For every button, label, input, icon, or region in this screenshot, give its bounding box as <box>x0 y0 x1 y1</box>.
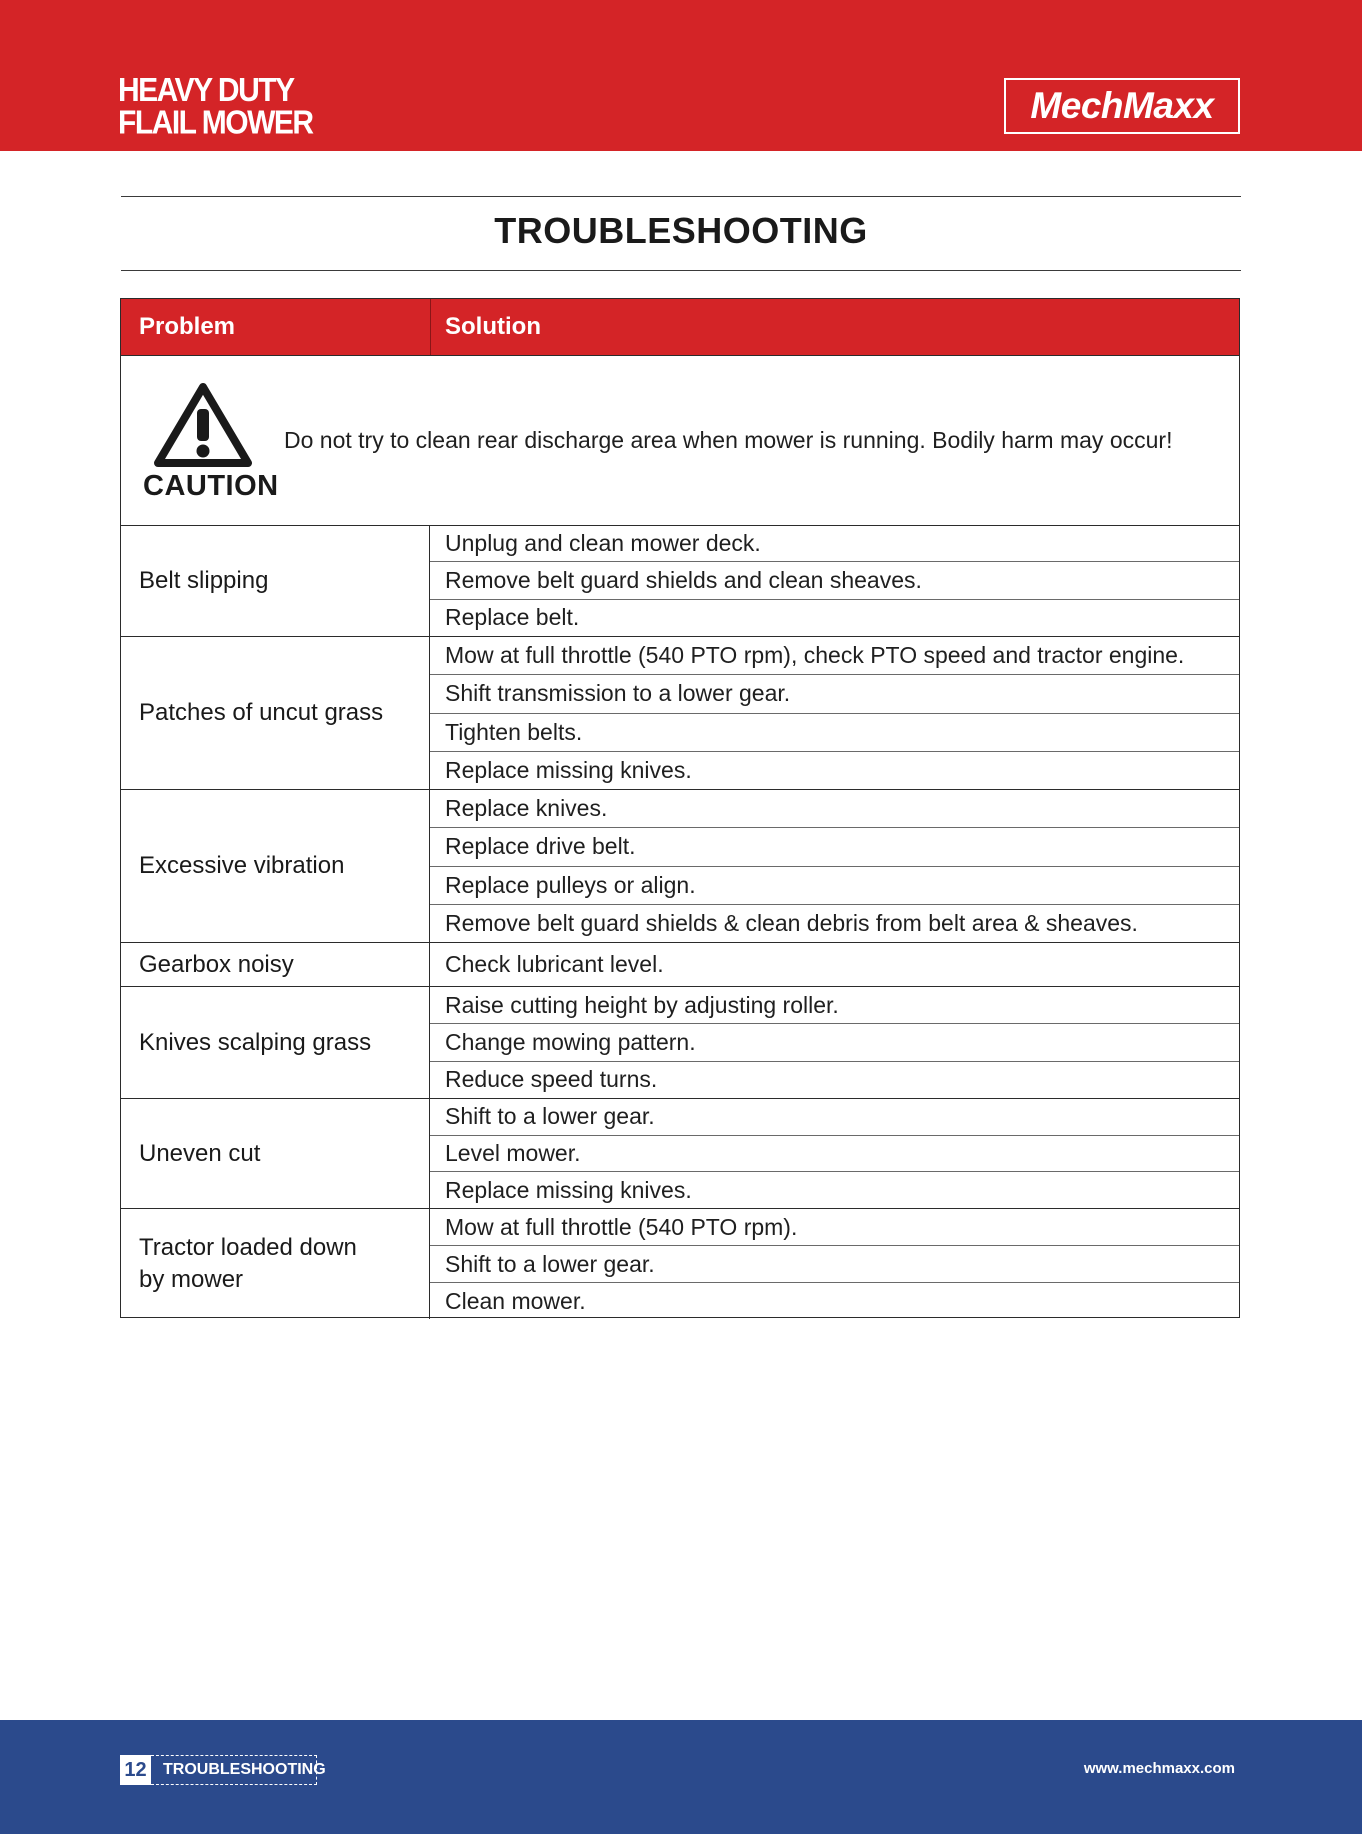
problem-cell <box>121 987 430 1098</box>
solutions-list <box>430 525 1239 636</box>
website-url[interactable]: www.mechmaxx.com <box>1083 1760 1235 1777</box>
solution-item: Clean mower. <box>445 1287 586 1314</box>
solution-item: Replace missing knives. <box>445 756 692 783</box>
caution-row <box>121 355 1239 526</box>
product-title-line2: FLAIL MOWER <box>118 104 313 142</box>
problem-cell <box>121 637 430 789</box>
footer-bar <box>0 1720 1362 1834</box>
solution-item: Tighten belts. <box>430 714 1239 752</box>
table-header <box>121 299 1239 356</box>
problem-cell <box>121 1209 430 1319</box>
problem-text: Excessive vibration <box>139 852 345 879</box>
header-bar <box>0 0 1362 151</box>
solutions-list <box>430 1099 1239 1208</box>
solutions-list <box>430 1209 1239 1319</box>
title-bottom-rule <box>121 270 1241 271</box>
column-header-solution: Solution <box>445 313 541 340</box>
solution-item: Mow at full throttle (540 PTO rpm), check PTO speed and tractor engine. <box>430 637 1239 675</box>
solution-item: Replace belt. <box>445 604 580 631</box>
table-row-group <box>121 637 1239 790</box>
solution-item: Raise cutting height by adjusting roller. <box>430 987 1239 1024</box>
problem-cell <box>121 1099 430 1208</box>
brand-logo: MechMaxx <box>1004 78 1240 134</box>
troubleshooting-table <box>120 298 1240 1318</box>
solutions-list <box>430 790 1239 942</box>
problem-text: Gearbox noisy <box>139 950 294 978</box>
footer-section-label: TROUBLESHOOTING <box>151 1755 317 1785</box>
solution-item: Unplug and clean mower deck. <box>430 525 1239 562</box>
solutions-list <box>430 987 1239 1098</box>
table-row-group <box>121 525 1239 637</box>
caution-label: CAUTION <box>143 470 279 502</box>
page-title: TROUBLESHOOTING <box>494 210 868 251</box>
problem-cell <box>121 525 430 636</box>
solutions-list <box>430 637 1239 789</box>
table-row-group <box>121 987 1239 1099</box>
column-divider <box>430 299 431 355</box>
problem-text: Patches of uncut grass <box>139 699 384 726</box>
product-title-line1: HEAVY DUTY <box>118 71 294 109</box>
problem-cell <box>121 790 430 942</box>
warning-triangle-icon <box>153 381 253 469</box>
problem-cell <box>121 943 430 986</box>
solution-item: Remove belt guard shields & clean debris from belt area & sheaves. <box>445 909 1138 936</box>
solution-item: Reduce speed turns. <box>445 1066 658 1093</box>
problem-text: Belt slipping <box>139 566 269 594</box>
title-top-rule <box>121 196 1241 197</box>
table-row-group <box>121 790 1239 943</box>
solution-item: Replace drive belt. <box>430 828 1239 866</box>
caution-text: Do not try to clean rear discharge area when mower is running. Bodily harm may occur! <box>284 427 1173 453</box>
solution-item: Remove belt guard shields and clean sheaves. <box>430 562 1239 599</box>
solution-item: Shift transmission to a lower gear. <box>430 675 1239 713</box>
product-title <box>118 71 313 142</box>
solution-item: Replace missing knives. <box>445 1176 692 1203</box>
solution-item: Replace pulleys or align. <box>430 867 1239 905</box>
solution-item: Level mower. <box>430 1136 1239 1173</box>
solution-item: Mow at full throttle (540 PTO rpm). <box>430 1209 1239 1246</box>
problem-text: Knives scalping grass <box>139 1028 372 1056</box>
solution-item: Shift to a lower gear. <box>430 1099 1239 1136</box>
column-header-problem: Problem <box>139 313 236 340</box>
solutions-list <box>430 943 1239 986</box>
page-number: 12 <box>120 1755 151 1785</box>
table-row-group <box>121 1099 1239 1209</box>
solution-item: Shift to a lower gear. <box>430 1246 1239 1283</box>
problem-text: Uneven cut <box>139 1139 261 1167</box>
solution-item: Check lubricant level. <box>445 951 664 977</box>
table-row-group <box>121 943 1239 987</box>
solution-item: Replace knives. <box>430 790 1239 828</box>
table-row-group <box>121 1209 1239 1319</box>
solution-item: Change mowing pattern. <box>430 1024 1239 1061</box>
problem-text: Tractor loaded down by mower <box>139 1234 357 1293</box>
